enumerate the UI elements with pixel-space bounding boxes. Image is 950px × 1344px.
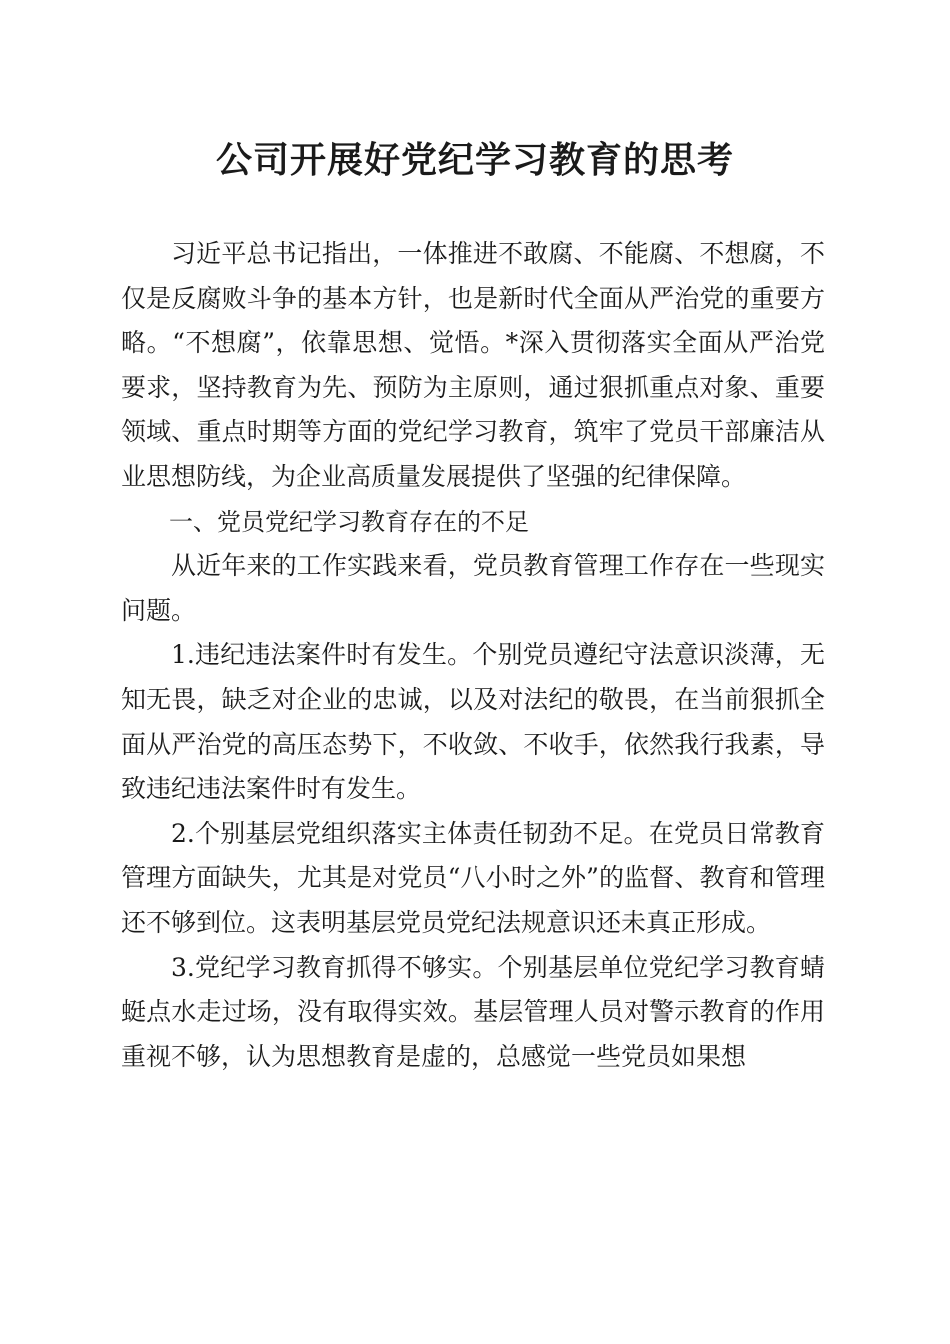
document-body xyxy=(121,232,825,1079)
section-intro-paragraph: 从近年来的工作实践来看，党员教育管理工作存在一些现实问题。 xyxy=(121,551,825,625)
point-2-paragraph: 2.个别基层党组织落实主体责任韧劲不足。在党员日常教育管理方面缺失，尤其是对党员“八小时之外”的监督、教育和管理还不够到位。这表明基层党员党纪法规意识还未真正形成。 xyxy=(121,818,825,937)
section-heading-1: 一、党员党纪学习教育存在的不足 xyxy=(169,507,529,536)
point-1-paragraph: 1.违纪违法案件时有发生。个别党员遵纪守法意识淡薄，无知无畏，缺乏对企业的忠诚，以及对法纪的敬畏，在当前狠抓全面从严治党的高压态势下，不收敛、不收手，依然我行我素，导致违纪违法案件时有发生。 xyxy=(121,640,825,804)
intro-paragraph: 习近平总书记指出，一体推进不敢腐、不能腐、不想腐，不仅是反腐败斗争的基本方针，也是新时代全面从严治党的重要方略。“不想腐”，依靠思想、觉悟。*深入贯彻落实全面从严治党要求，坚持教育为先、预防为主原则，通过狠抓重点对象、重要领域、重点时期等方面的党纪学习教育，筑牢了党员干部廉洁从业思想防线，为企业高质量发展提供了坚强的纪律保障。 xyxy=(121,239,825,491)
point-3-paragraph: 3.党纪学习教育抓得不够实。个别基层单位党纪学习教育蜻蜓点水走过场，没有取得实效。基层管理人员对警示教育的作用重视不够，认为思想教育是虚的，总感觉一些党员如果想 xyxy=(121,952,825,1071)
document-title: 公司开展好党纪学习教育的思考 xyxy=(215,139,734,181)
